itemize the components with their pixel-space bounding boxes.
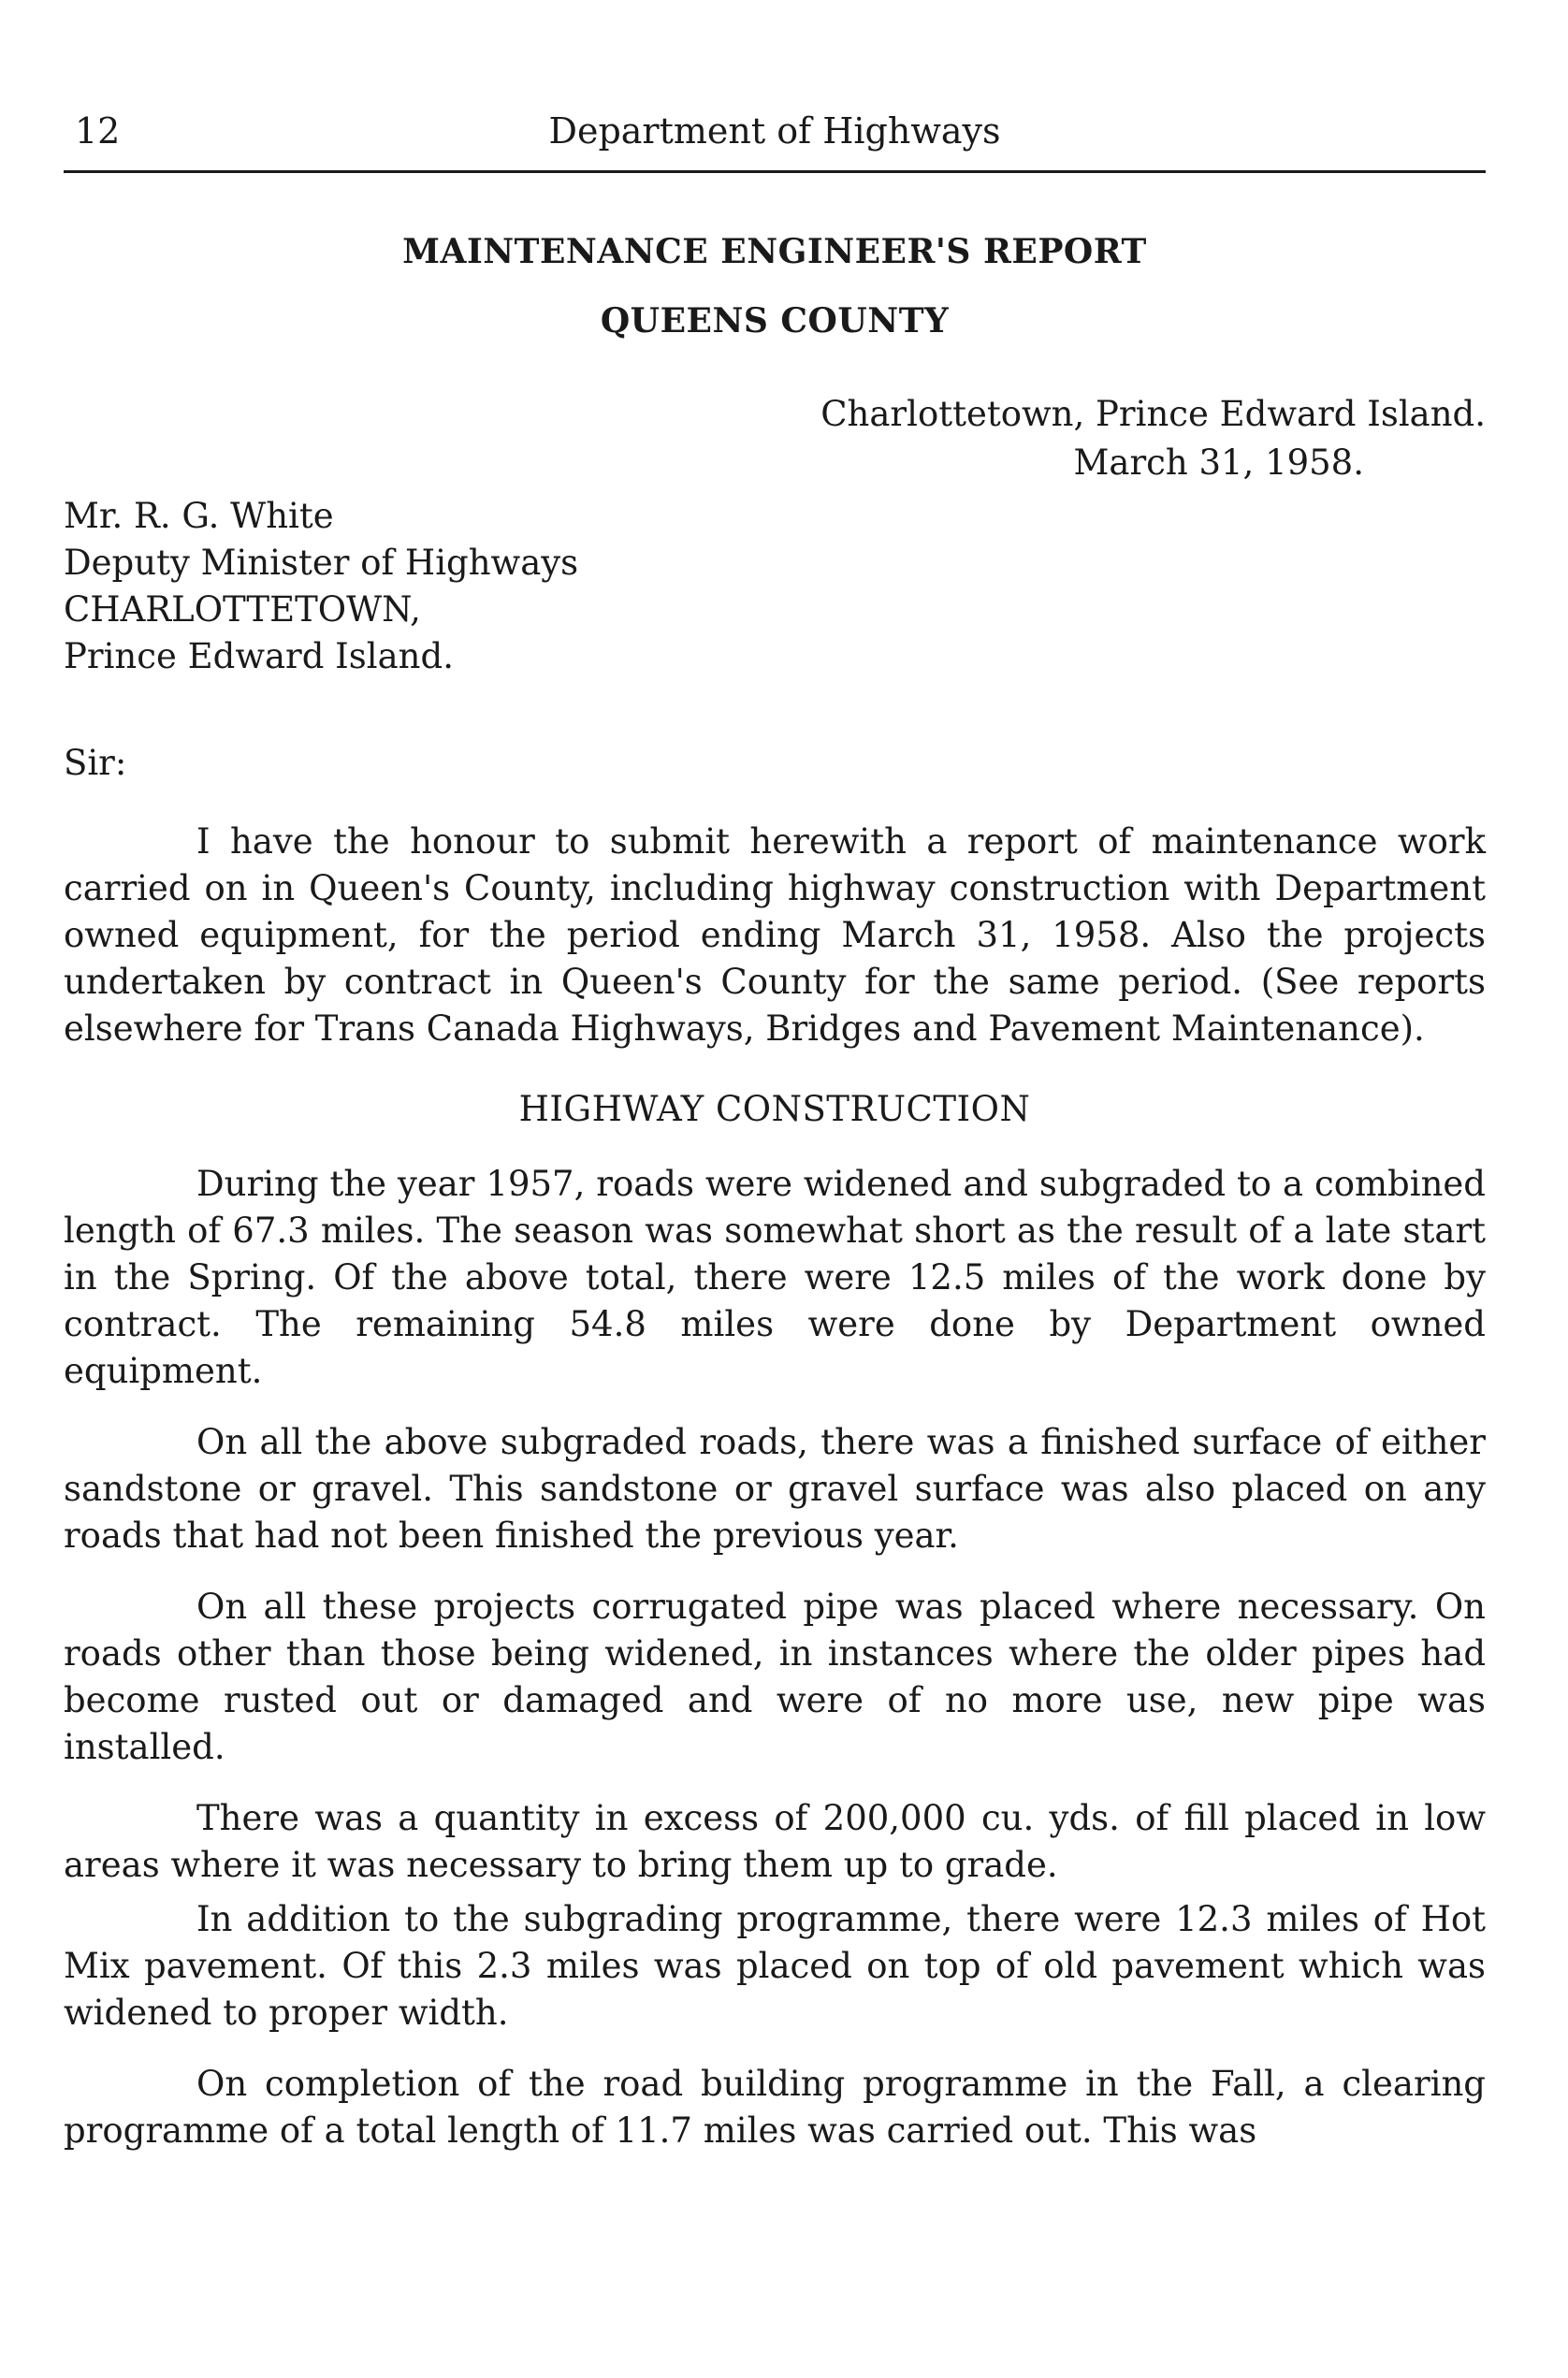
body-paragraph: There was a quantity in excess of 200,000 cu. yds. of fill placed in low areas where it was necessary to bring them up to grade. — [64, 1798, 1486, 1885]
page-number: 12 — [75, 110, 121, 152]
dateline-date: March 31, 1958. — [1073, 442, 1364, 483]
dateline — [64, 390, 1486, 487]
body-paragraph: In addition to the subgrading programme, there were 12.3 miles of Hot Mix pavement. Of this 2.3 miles was placed on top of old pavement which was widened to proper width. — [64, 1899, 1486, 2033]
addressee-name: Mr. R. G. White — [64, 496, 334, 536]
salutation: Sir: — [64, 743, 127, 783]
addressee-province: Prince Edward Island. — [64, 636, 454, 676]
body-paragraph: On completion of the road building programme in the Fall, a clearing programme of a total length of 11.7 miles was carried out. This was — [64, 2064, 1486, 2151]
body-paragraph: On all these projects corrugated pipe was placed where necessary. On roads other than those being widened, in instances where the older pipes had become rusted out or damaged and were of no more use, new pipe was installed. — [64, 1587, 1486, 1767]
running-header — [64, 103, 1486, 173]
report-subtitle: QUEENS COUNTY — [600, 301, 950, 341]
report-title: MAINTENANCE ENGINEER'S REPORT — [402, 232, 1147, 271]
dateline-place: Charlottetown, Prince Edward Island. — [820, 394, 1486, 434]
intro-paragraph: I have the honour to submit herewith a report of maintenance work carried on in Queen's County, including highway construction with Department owned equipment, for the period ending March 31, 1958. Also the projects undertaken by contract in Queen's County for the same period. (See reports elsewhere for Trans Canada Highways, Bridges and Pavement Maintenance). — [64, 821, 1486, 1049]
running-title: Department of Highways — [548, 110, 1001, 152]
section-heading: HIGHWAY CONSTRUCTION — [518, 1089, 1031, 1129]
document-page — [64, 103, 1486, 2154]
addressee-city: CHARLOTTETOWN, — [64, 589, 421, 630]
addressee-block — [64, 493, 1486, 680]
addressee-title: Deputy Minister of Highways — [64, 543, 579, 583]
body-paragraph: On all the above subgraded roads, there was a finished surface of either sandstone or gravel. This sandstone or gravel surface was also placed on any roads that had not been finished the previous year. — [64, 1422, 1486, 1556]
body-paragraph: During the year 1957, roads were widened and subgraded to a combined length of 67.3 miles. The season was somewhat short as the result of a late start in the Spring. Of the above total, there were 12.5 miles of the work done by contract. The remaining 54.8 miles were done by Department owned equipment. — [64, 1164, 1486, 1391]
